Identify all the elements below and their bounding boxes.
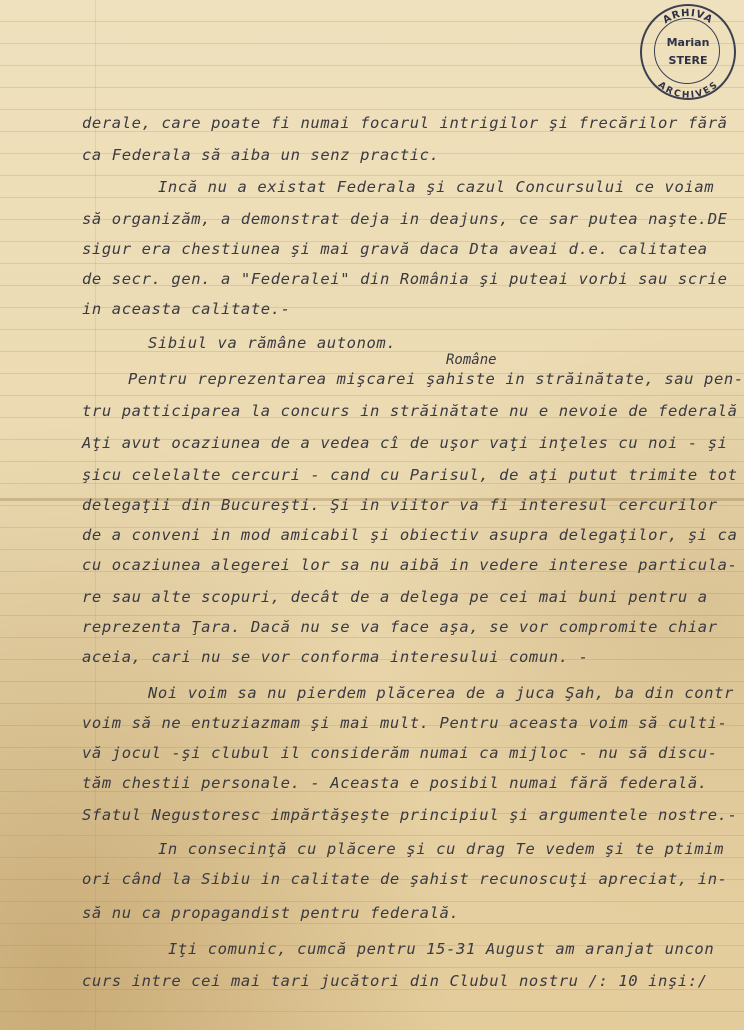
text-line: Pentru reprezentarea mişcarei şahiste in străinătate, sau pen- [128,370,744,388]
text-line: ori când la Sibiu in calitate de şahist recunoscuţi apreciat, in- [82,870,728,888]
text-line: aceia, cari nu se vor conforma interesului comun. - [82,648,589,666]
text-line: voim să ne entuziazmam şi mai mult. Pentru aceasta voim să culti- [82,714,728,732]
handwritten-insertion: Române [446,352,497,368]
text-line: şicu celelalte cercuri - cand cu Parisul, de aţi putut trimite tot [82,466,738,484]
stamp-inner-ring [654,18,720,84]
text-line: In consecinţă cu plăcere şi cu drag Te vedem şi te ptimim [158,840,725,858]
text-line: de secr. gen. a "Federalei" din România şi puteai vorbi sau scrie [82,270,728,288]
text-line: derale, care poate fi numai focarul intrigilor şi frecărilor fără [82,114,728,132]
text-line: tăm chestii personale. - Aceasta e posibil numai fără federală. [82,774,708,792]
stamp-bottom-text: ARCHIVES [655,80,721,100]
text-line: vă jocul -şi clubul il considerăm numai ca mijloc - nu să discu- [82,744,718,762]
text-line: curs intre cei mai tari jucători din Clubul nostru /: 10 inşi:/ [82,972,708,990]
text-line: Iţi comunic, cumcă pentru 15-31 August am aranjat uncon [168,940,715,958]
text-line: reprezenta Ţara. Dacă nu se va face aşa, se vor compromite chiar [82,618,718,636]
stamp-surname: STERE [668,54,708,67]
text-line: in aceasta calitate.- [82,300,291,318]
text-line: Sfatul Negustoresc impărtăşeşte principiul şi argumentele nostre.- [82,806,738,824]
text-line: re sau alte scopuri, decât de a delega pe cei mai buni pentru a [82,588,708,606]
stamp-name: Marian [666,36,710,49]
text-line: de a conveni in mod amicabil şi obiectiv asupra delegaţilor, şi ca [82,526,738,544]
archive-stamp [640,4,736,100]
text-line: sigur era chestiunea şi mai gravă daca Dta aveai d.e. calitatea [82,240,708,258]
text-line: Incă nu a existat Federala şi cazul Concursului ce voiam [158,178,715,196]
text-line: Noi voim sa nu pierdem plăcerea de a juca Şah, ba din contr [148,684,734,702]
text-line: delegaţii din Bucureşti. Şi in viitor va fi interesul cercurilor [82,496,718,514]
text-line: să nu ca propagandist pentru federală. [82,904,460,922]
text-line: Sibiul va rămâne autonom. [148,334,397,352]
text-line: tru patticiparea la concurs in străinătate nu e nevoie de federală [82,402,738,420]
text-line: cu ocaziunea alegerei lor sa nu aibă in vedere interese particula- [82,556,738,574]
text-line: să organizăm, a demonstrat deja in deajuns, ce sar putea naşte.DE [82,210,728,228]
stamp-top-text: ARHIVA [661,7,715,27]
text-line: ca Federala să aiba un senz practic. [82,146,440,164]
text-line: Aţi avut ocaziunea de a vedea cî de uşor vaţi inţeles cu noi - şi [82,434,728,452]
